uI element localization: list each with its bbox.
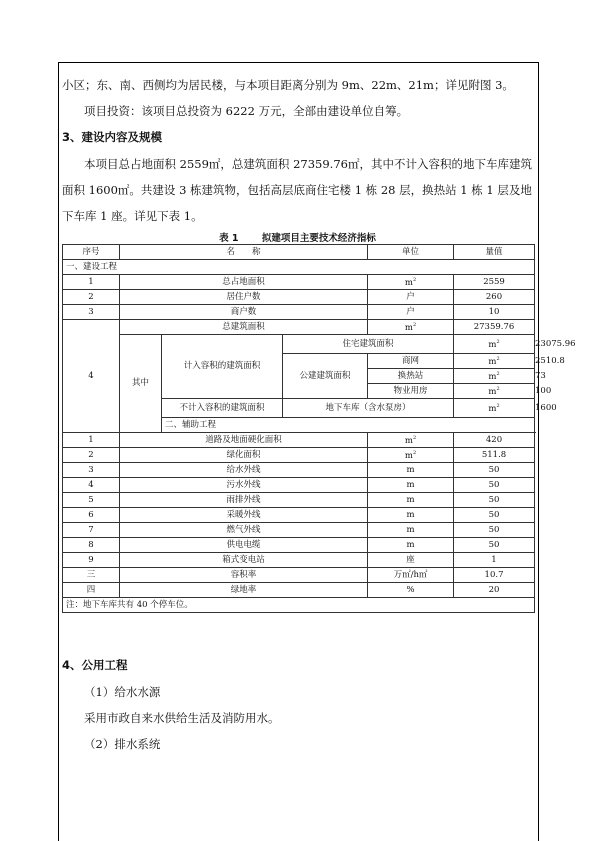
row-no-text: 5 — [88, 494, 94, 505]
section-heading-construction: 3、建设内容及规模 — [62, 130, 163, 144]
row-no-text: 2 — [88, 449, 94, 460]
row-name — [120, 508, 368, 523]
table-row: 换热站 m 2 73 — [63, 369, 535, 384]
row-no: 2 — [63, 290, 120, 305]
table-row — [63, 433, 535, 448]
row-value-text: 50 — [488, 524, 500, 535]
row-value — [454, 523, 535, 538]
row-name-text: 采暖外线 — [226, 509, 261, 520]
row-value — [454, 553, 535, 568]
unit-text: m — [404, 277, 413, 288]
row-value-text: 511.8 — [481, 449, 507, 460]
row-unit — [454, 399, 535, 418]
row-name-text: 雨排外线 — [226, 494, 261, 505]
uncounted-area-label: 不计入容积的建筑面积 — [162, 399, 283, 418]
row-name-text: 箱式变电站 — [222, 554, 265, 565]
table-row — [63, 290, 535, 305]
row-no-text: 8 — [88, 539, 94, 550]
table-row — [63, 583, 535, 598]
row-name — [120, 553, 368, 568]
unit-text: m — [406, 524, 415, 535]
row-unit: 户 — [368, 305, 454, 320]
table-row — [63, 493, 535, 508]
row-unit — [454, 335, 535, 354]
table-row: 不计入容积的建筑面积 地下车库（含水泵房） m 2 1600 — [63, 399, 535, 418]
row-value: 10 — [454, 305, 535, 320]
row-unit — [368, 523, 454, 538]
paragraph-investment: 项目投资：该项目总投资为 6222 万元，全部由建设单位自筹。 — [84, 104, 409, 118]
row-name: 物业用房 — [368, 384, 454, 399]
row-value — [454, 508, 535, 523]
table-row — [63, 568, 535, 583]
row-no: 四 — [63, 583, 120, 598]
row-value — [454, 538, 535, 553]
unit-text: m — [488, 356, 497, 367]
row-name: 居住户数 — [120, 290, 368, 305]
row-value — [454, 478, 535, 493]
header-name: 名 称 — [120, 245, 368, 260]
paragraph-scale-3: 下车库 1 座。详见下表 1。 — [62, 209, 203, 223]
table-row — [63, 553, 535, 568]
paragraph-location: 小区；东、南、西侧均为居民楼，与本项目距离分别为 9m、22m、21m；详见附图 3。 — [62, 78, 514, 92]
row-unit — [368, 433, 454, 448]
row-no — [63, 538, 120, 553]
row-no: 3 — [63, 305, 120, 320]
row-unit — [368, 478, 454, 493]
tech-economic-table — [62, 244, 576, 613]
unit-text: m — [406, 464, 415, 475]
paragraph-scale-1: 本项目总占地面积 2559㎡，总建筑面积 27359.76㎡，其中不计入容积的地下车库建筑 — [84, 157, 532, 171]
table-header-row — [63, 245, 535, 260]
row-name-text: 绿化面积 — [226, 449, 261, 460]
row-value — [454, 448, 535, 463]
counted-area-label: 计入容积的建筑面积 — [162, 335, 283, 399]
table-row — [63, 538, 535, 553]
row-no — [63, 523, 120, 538]
row-unit — [368, 463, 454, 478]
row-name: 总建筑面积 — [120, 320, 368, 335]
table-row — [63, 320, 535, 335]
row-value-text: 1 — [491, 554, 497, 565]
row-value: 20 — [454, 583, 535, 598]
row-name-text: 燃气外线 — [226, 524, 261, 535]
row-no-text: 7 — [88, 524, 94, 535]
unit-text: m — [406, 494, 415, 505]
row-unit — [368, 320, 454, 335]
table-row — [63, 305, 535, 320]
row-unit — [368, 493, 454, 508]
header-unit: 单位 — [368, 245, 454, 260]
row-unit — [368, 275, 454, 290]
row-no-text: 6 — [88, 509, 94, 520]
row-unit — [368, 448, 454, 463]
section-row-construction: 一、建设工程 — [63, 260, 535, 275]
table-row — [63, 478, 535, 493]
row-name: 容积率 — [120, 568, 368, 583]
row-name-text: 给水外线 — [226, 464, 261, 475]
unit-text: m — [488, 386, 497, 397]
row-no: 4 — [63, 320, 120, 433]
table-row — [63, 463, 535, 478]
subheading-drainage: （2）排水系统 — [84, 737, 161, 751]
row-value: 10.7 — [454, 568, 535, 583]
paragraph-water-supply: 采用市政自来水供给生活及消防用水。 — [84, 711, 280, 725]
row-value-text: 420 — [485, 434, 503, 445]
table-row — [63, 523, 535, 538]
row-no — [63, 553, 120, 568]
subheading-water-supply: （1）给水水源 — [84, 685, 161, 699]
row-name: 商户数 — [120, 305, 368, 320]
table-row — [63, 275, 535, 290]
header-no: 序号 — [63, 245, 120, 260]
unit-text: m — [404, 322, 413, 333]
row-unit: % — [368, 583, 454, 598]
table-row — [63, 448, 535, 463]
table-row: 其中 计入容积的建筑面积 住宅建筑面积 m 2 23075.96 — [63, 335, 535, 354]
row-value-text: 50 — [488, 539, 500, 550]
row-unit — [368, 508, 454, 523]
row-name-text: 道路及地面硬化面积 — [205, 434, 282, 445]
row-name: 总占地面积 — [120, 275, 368, 290]
section-row-auxiliary: 二、辅助工程 — [162, 418, 535, 433]
row-name — [120, 433, 368, 448]
row-unit — [368, 553, 454, 568]
unit-text: m — [488, 403, 497, 414]
row-name: 换热站 — [368, 369, 454, 384]
row-unit — [454, 384, 535, 399]
row-name: 地下车库（含水泵房） — [283, 399, 454, 418]
row-no — [63, 508, 120, 523]
row-unit — [454, 354, 535, 369]
table-caption-number: 表 1 — [219, 233, 239, 244]
row-value — [454, 433, 535, 448]
row-no-text: 3 — [88, 464, 94, 475]
table-row: 物业用房 m 2 100 — [63, 384, 535, 399]
row-value — [454, 493, 535, 508]
row-no — [63, 463, 120, 478]
row-unit — [368, 538, 454, 553]
row-name: 住宅建筑面积 — [283, 335, 454, 354]
row-no — [63, 493, 120, 508]
row-name: 商网 — [368, 354, 454, 369]
row-no: 三 — [63, 568, 120, 583]
row-name — [120, 523, 368, 538]
table-note: 注：地下车库共有 40 个停车位。 — [63, 598, 535, 613]
qizhong-label: 其中 — [120, 335, 162, 433]
row-name-text: 污水外线 — [226, 479, 261, 490]
row-value: 260 — [454, 290, 535, 305]
unit-text: m — [488, 339, 497, 350]
header-value: 量值 — [454, 245, 535, 260]
row-value-text: 50 — [488, 509, 500, 520]
row-name-text: 供电电缆 — [226, 539, 261, 550]
row-no — [63, 478, 120, 493]
row-name — [120, 448, 368, 463]
unit-text: m — [406, 509, 415, 520]
row-name — [120, 538, 368, 553]
row-name — [120, 463, 368, 478]
table-row: 公建建筑面积 商网 m 2 2510.8 — [63, 354, 535, 369]
unit-text: m — [488, 371, 497, 382]
row-value-text: 50 — [488, 479, 500, 490]
unit-text: m — [406, 539, 415, 550]
unit-text: m — [404, 450, 413, 461]
row-unit — [454, 369, 535, 384]
row-name — [120, 493, 368, 508]
row-no-text: 9 — [88, 554, 94, 565]
row-value: 2559 — [454, 275, 535, 290]
row-no: 1 — [63, 275, 120, 290]
table-row — [63, 508, 535, 523]
public-building-label: 公建建筑面积 — [283, 354, 368, 399]
unit-text: 座 — [406, 554, 415, 565]
row-name — [120, 478, 368, 493]
row-no — [63, 433, 120, 448]
table-caption — [0, 230, 595, 244]
row-unit: 万㎡/h㎡ — [368, 568, 454, 583]
row-value: 27359.76 — [454, 320, 535, 335]
row-no — [63, 448, 120, 463]
row-value — [454, 463, 535, 478]
row-unit: 户 — [368, 290, 454, 305]
section-heading-utilities: 4、公用工程 — [62, 658, 128, 672]
unit-text: m — [406, 479, 415, 490]
row-no-text: 4 — [88, 479, 94, 490]
row-value-text: 50 — [488, 464, 500, 475]
table-caption-title: 拟建项目主要技术经济指标 — [261, 233, 376, 244]
unit-text: m — [404, 435, 413, 446]
row-name: 绿地率 — [120, 583, 368, 598]
row-value-text: 50 — [488, 494, 500, 505]
paragraph-scale-2: 面积 1600㎡。共建设 3 栋建筑物，包括高层底商住宅楼 1 栋 28 层，换热站 1 栋 1 层及地 — [62, 183, 532, 197]
row-no-text: 1 — [88, 434, 94, 445]
